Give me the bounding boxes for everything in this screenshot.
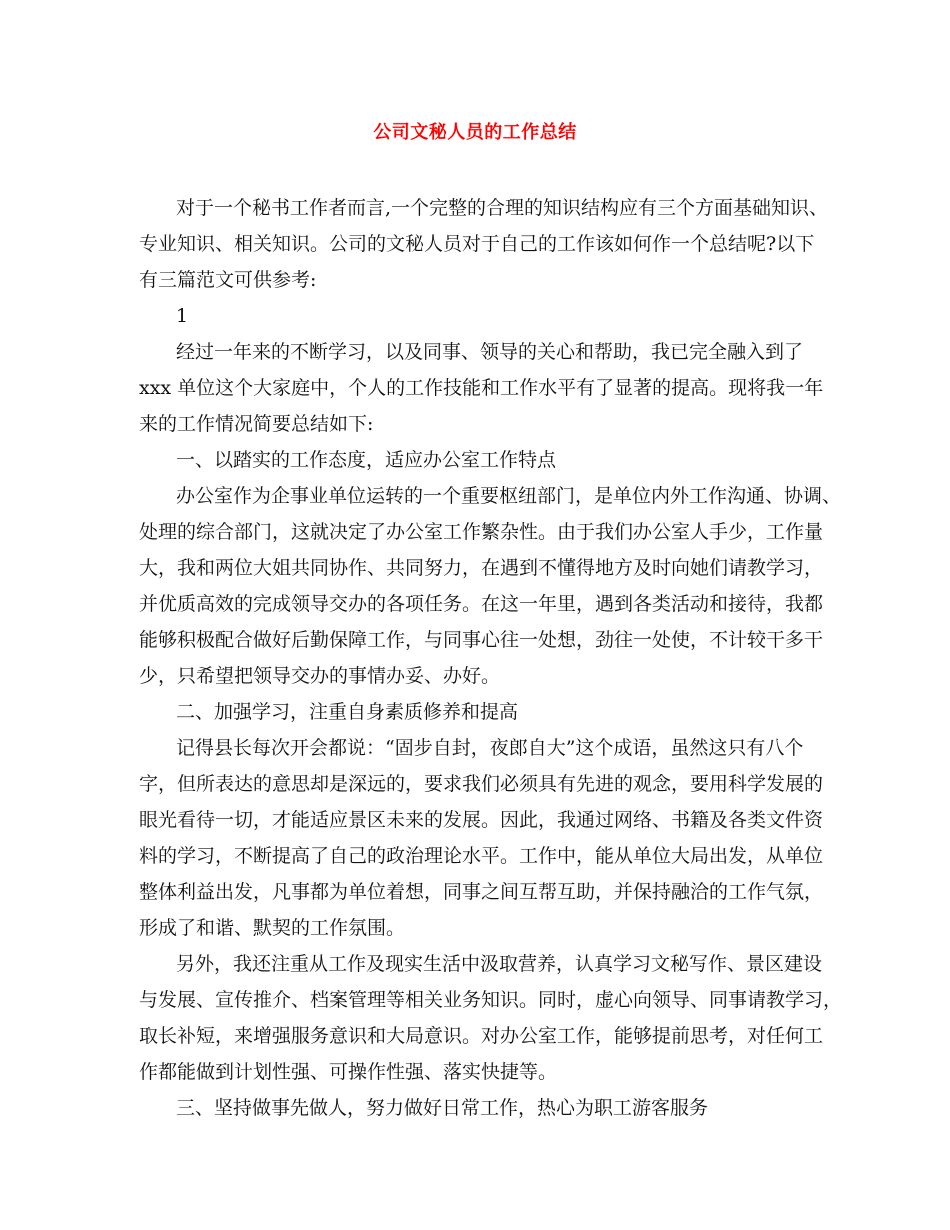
body-line: 专业知识、相关知识。公司的文秘人员对于自己的工作该如何作一个总结呢?以下 — [139, 233, 815, 255]
body-line: 记得县长每次开会都说：“固步自封，夜郎自大”这个成语，虽然这只有八个 — [176, 737, 804, 759]
body-line: 经过一年来的不断学习，以及同事、领导的关心和帮助，我已完全融入到了 — [176, 341, 804, 363]
body-line: 大，我和两位大姐共同协作、共同努力，在遇到不懂得地方及时向她们请教学习， — [139, 557, 824, 579]
body-line: 另外，我还注重从工作及现实生活中汲取营养，认真学习文秘写作、景区建设 — [176, 953, 823, 975]
body-line: 来的工作情况简要总结如下: — [139, 413, 374, 435]
body-line: 取长补短，来增强服务意识和大局意识。对办公室工作，能够提前思考，对任何工 — [139, 1025, 824, 1047]
section-heading: 三、坚持做事先做人，努力做好日常工作，热心为职工游客服务 — [176, 1097, 709, 1119]
body-line: 办公室作为企事业单位运转的一个重要枢纽部门，是单位内外工作沟通、协调、 — [176, 485, 842, 507]
body-line: 与发展、宣传推介、档案管理等相关业务知识。同时，虚心向领导、同事请教学习， — [139, 989, 843, 1011]
document-title: 公司文秘人员的工作总结 — [373, 122, 577, 143]
body-line: 并优质高效的完成领导交办的各项任务。在这一年里，遇到各类活动和接待，我都 — [139, 593, 824, 615]
section-heading: 二、加强学习，注重自身素质修养和提高 — [176, 701, 519, 723]
body-line: 字，但所表达的意思却是深远的，要求我们必须具有先进的观念，要用科学发展的 — [139, 773, 824, 795]
body-line: 眼光看待一切，才能适应景区未来的发展。因此，我通过网络、书籍及各类文件资 — [139, 809, 824, 831]
body-line: 处理的综合部门，这就决定了办公室工作繁杂性。由于我们办公室人手少，工作量 — [139, 521, 824, 543]
body-line: 少，只希望把领导交办的事情办妥、办好。 — [139, 665, 501, 687]
body-line: xxx 单位这个大家庭中，个人的工作技能和工作水平有了显著的提高。现将我一年 — [139, 377, 824, 399]
body-line: 作都能做到计划性强、可操作性强、落实快捷等。 — [139, 1061, 558, 1083]
body-line: 有三篇范文可供参考: — [139, 269, 317, 291]
body-line: 形成了和谐、默契的工作氛围。 — [139, 917, 406, 939]
body-line: 料的学习，不断提高了自己的政治理论水平。工作中，能从单位大局出发，从单位 — [139, 845, 824, 867]
body-line: 对于一个秘书工作者而言,一个完整的合理的知识结构应有三个方面基础知识、 — [176, 197, 829, 219]
section-heading: 一、以踏实的工作态度，适应办公室工作特点 — [176, 449, 557, 471]
body-line: 能够积极配合做好后勤保障工作，与同事心往一处想，劲往一处使，不计较干多干 — [139, 629, 824, 651]
body-line: 1 — [176, 305, 189, 327]
body-line: 整体利益出发，凡事都为单位着想，同事之间互帮互助，并保持融洽的工作气氛， — [139, 881, 824, 903]
